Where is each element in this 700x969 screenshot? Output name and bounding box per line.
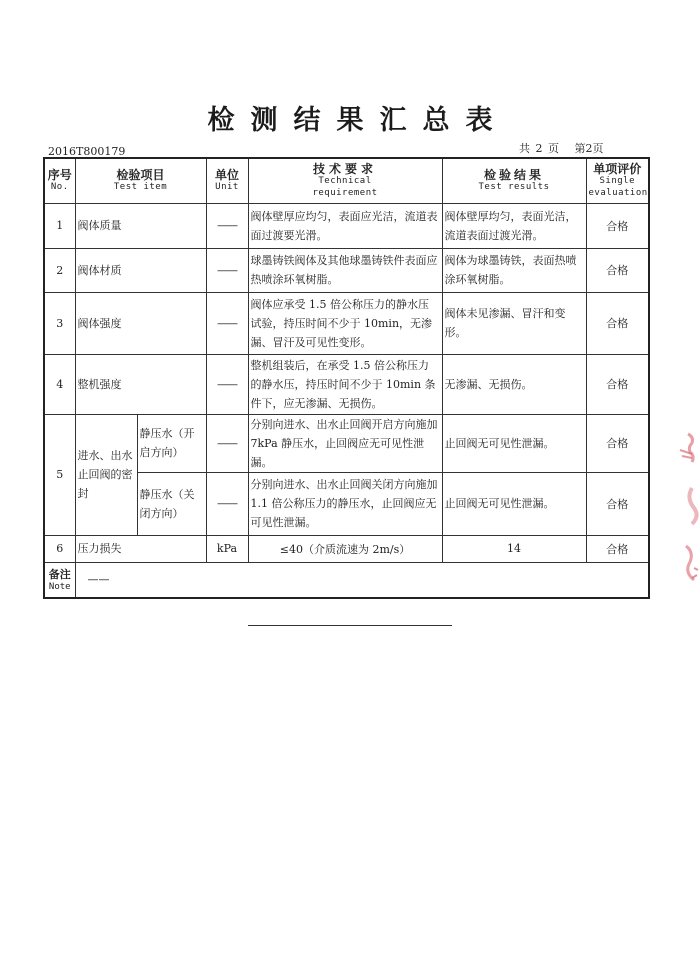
note-row <box>44 562 649 598</box>
row-subitem: 静压水（关闭方向） <box>137 472 206 535</box>
row-item: 进水、出水止回阀的密封 <box>75 414 137 535</box>
row-requirement: 阀体应承受 1.5 倍公称压力的静水压试验，持压时间不少于 10min，无渗漏、冒汗及可见性变形。 <box>248 292 442 354</box>
table-row <box>44 535 649 562</box>
row-subitem: 静压水（开启方向） <box>137 414 206 472</box>
row-evaluation: 合格 <box>586 414 649 472</box>
row-result: 14 <box>442 535 586 562</box>
page-current: 第2页 <box>574 142 604 155</box>
row-item: 阀体质量 <box>75 203 206 248</box>
row-item: 阀体强度 <box>75 292 206 354</box>
results-table <box>43 157 650 599</box>
row-result: 阀体壁厚均匀，表面光洁，流道表面过渡光滑。 <box>442 203 586 248</box>
header-item: 检验项目 Test item <box>75 158 206 203</box>
row-result: 阀体为球墨铸铁，表面热喷涂环氧树脂。 <box>442 248 586 292</box>
row-requirement: 整机组装后，在承受 1.5 倍公称压力的静水压，持压时间不少于 10min 条件下，应无渗漏、无损伤。 <box>248 354 442 414</box>
row-number: 2 <box>44 248 75 292</box>
row-result: 阀体未见渗漏、冒汗和变形。 <box>442 292 586 354</box>
row-unit: —— <box>206 203 248 248</box>
row-unit: —— <box>206 414 248 472</box>
row-unit: kPa <box>206 535 248 562</box>
page-total-suffix: 页 <box>548 142 559 155</box>
header-evaluation: 单项评价 Single evaluation <box>586 158 649 203</box>
table-header-row <box>44 158 649 203</box>
page-total: 2 <box>535 142 543 155</box>
row-requirement: 球墨铸铁阀体及其他球墨铸铁件表面应热喷涂环氧树脂。 <box>248 248 442 292</box>
row-evaluation: 合格 <box>586 472 649 535</box>
row-item: 阀体材质 <box>75 248 206 292</box>
row-unit: —— <box>206 248 248 292</box>
row-item: 压力损失 <box>75 535 206 562</box>
row-item: 整机强度 <box>75 354 206 414</box>
row-requirement: 分别向进水、出水止回阀开启方向施加 7kPa 静压水，止回阀应无可见性泄漏。 <box>248 414 442 472</box>
row-result: 止回阀无可见性泄漏。 <box>442 472 586 535</box>
row-unit: —— <box>206 292 248 354</box>
row-unit: —— <box>206 472 248 535</box>
header-result: 检验结果 Test results <box>442 158 586 203</box>
row-number: 4 <box>44 354 75 414</box>
row-evaluation: 合格 <box>586 354 649 414</box>
header-unit: 单位 Unit <box>206 158 248 203</box>
row-evaluation: 合格 <box>586 535 649 562</box>
end-line <box>248 625 452 626</box>
page-title: 检测结果汇总表 <box>207 105 509 136</box>
table-row <box>44 203 649 248</box>
page-info <box>519 140 606 156</box>
stamp-graphic <box>674 428 700 598</box>
row-evaluation: 合格 <box>586 203 649 248</box>
table-row <box>44 354 649 414</box>
table-row <box>44 414 649 472</box>
row-number: 1 <box>44 203 75 248</box>
report-number: 2016T800179 <box>48 145 126 158</box>
row-number: 5 <box>44 414 75 535</box>
row-requirement: 分别向进水、出水止回阀关闭方向施加 1.1 倍公称压力的静压水，止回阀应无可见性泄漏。 <box>248 472 442 535</box>
header-seq: 序号 No. <box>44 158 75 203</box>
note-value: —— <box>75 562 649 598</box>
row-number: 6 <box>44 535 75 562</box>
row-result: 止回阀无可见性泄漏。 <box>442 414 586 472</box>
note-label: 备注 Note <box>44 562 75 598</box>
row-result: 无渗漏、无损伤。 <box>442 354 586 414</box>
row-number: 3 <box>44 292 75 354</box>
table-row <box>44 292 649 354</box>
row-evaluation: 合格 <box>586 292 649 354</box>
header-requirement: 技术要求 Technical requirement <box>248 158 442 203</box>
row-requirement: ≤40（介质流速为 2m/s） <box>248 535 442 562</box>
row-requirement: 阀体壁厚应均匀，表面应光洁，流道表面过渡要光滑。 <box>248 203 442 248</box>
stamp-mark <box>674 428 700 598</box>
table-row <box>44 248 649 292</box>
page-total-prefix: 共 <box>519 142 530 155</box>
row-unit: —— <box>206 354 248 414</box>
row-evaluation: 合格 <box>586 248 649 292</box>
